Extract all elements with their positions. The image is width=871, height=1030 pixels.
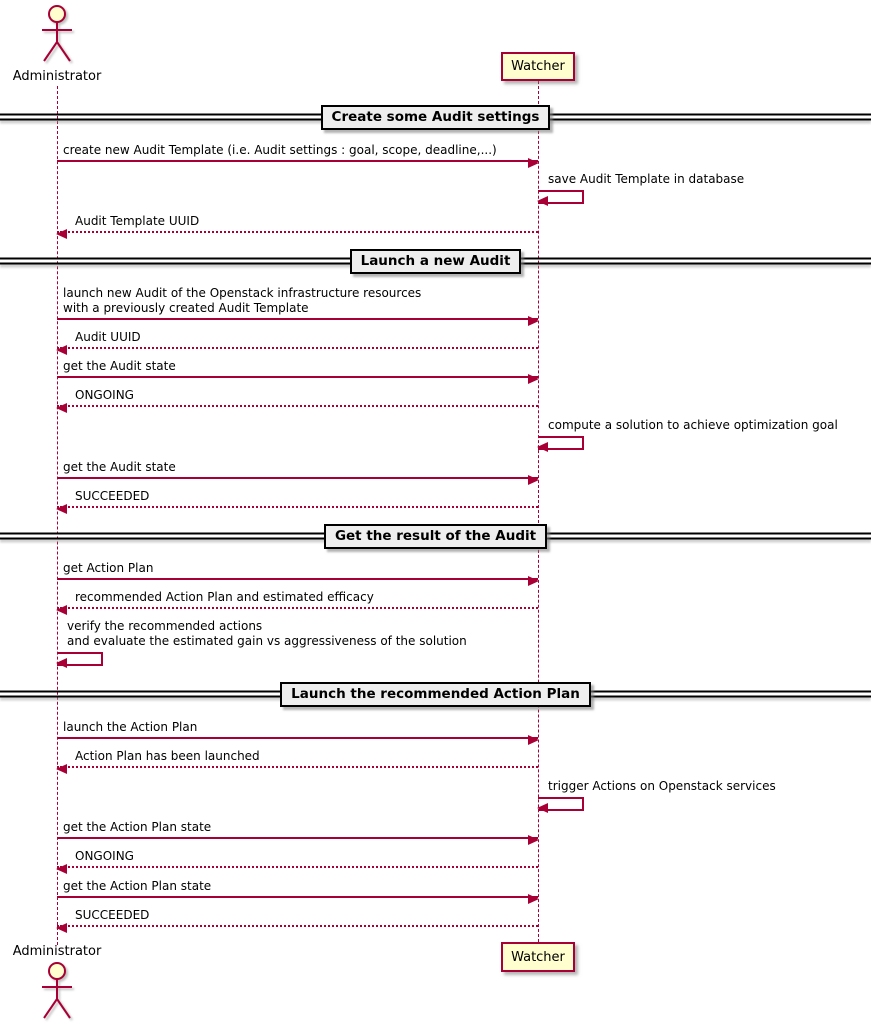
- arrowhead-left-icon: [56, 864, 67, 874]
- arrow-dashed: [57, 766, 538, 768]
- message-label: get the Action Plan state: [63, 879, 212, 893]
- message-label: get the Audit state: [63, 460, 176, 474]
- message-label: create new Audit Template (i.e. Audit settings : goal, scope, deadline,...): [63, 143, 497, 157]
- arrowhead-left-icon: [537, 442, 548, 452]
- arrowhead-right-icon: [528, 158, 539, 168]
- message-label: recommended Action Plan and estimated efficacy: [75, 590, 374, 604]
- participant-watcher-top: Watcher: [501, 52, 575, 81]
- message-label: Audit UUID: [75, 330, 141, 344]
- message-label: SUCCEEDED: [75, 489, 150, 503]
- arrowhead-left-icon: [537, 803, 548, 813]
- arrowhead-right-icon: [528, 576, 539, 586]
- message-get-audit-state-2: [57, 460, 538, 479]
- divider-label: Launch the recommended Action Plan: [280, 682, 591, 707]
- actor-administrator-top: [37, 3, 77, 69]
- message-label: get Action Plan: [63, 561, 154, 575]
- return-succeeded-1: [57, 489, 538, 508]
- arrow-solid: [57, 376, 538, 378]
- message-label: save Audit Template in database: [548, 172, 745, 186]
- return-succeeded-2: [57, 908, 538, 927]
- arrowhead-left-icon: [56, 658, 67, 668]
- arrow-dashed: [57, 231, 538, 233]
- arrow-dashed: [57, 925, 538, 927]
- divider-launch-new-audit: [0, 249, 871, 273]
- arrowhead-left-icon: [537, 196, 548, 206]
- participant-watcher-bottom: Watcher: [501, 942, 575, 972]
- divider-get-result-of-audit: [0, 524, 871, 548]
- message-get-audit-state-1: [57, 359, 538, 378]
- self-message-trigger-actions: [538, 779, 776, 811]
- self-message-verify-actions: [57, 619, 467, 666]
- return-ongoing-2: [57, 849, 538, 868]
- self-arrow: [538, 436, 584, 450]
- return-audit-template-uuid: [57, 214, 538, 233]
- stick-figure-icon: [37, 3, 77, 65]
- return-recommended-action-plan: [57, 590, 538, 609]
- arrow-solid: [57, 160, 538, 162]
- arrow-dashed: [57, 607, 538, 609]
- arrowhead-left-icon: [56, 923, 67, 933]
- message-label: ONGOING: [75, 388, 134, 402]
- divider-launch-recommended-action-plan: [0, 682, 871, 706]
- arrowhead-right-icon: [528, 735, 539, 745]
- message-label: Audit Template UUID: [75, 214, 200, 228]
- self-message-compute-solution: [538, 418, 838, 450]
- message-label: get the Audit state: [63, 359, 176, 373]
- message-label: get the Action Plan state: [63, 820, 212, 834]
- message-label-line2: with a previously created Audit Template: [63, 301, 309, 315]
- self-message-save-audit-template: [538, 172, 744, 204]
- arrowhead-right-icon: [528, 835, 539, 845]
- message-label: launch new Audit of the Openstack infrastructure resources: [63, 286, 422, 300]
- arrow-dashed: [57, 405, 538, 407]
- arrowhead-left-icon: [56, 229, 67, 239]
- arrow-solid: [57, 837, 538, 839]
- message-label: SUCCEEDED: [75, 908, 150, 922]
- arrow-dashed: [57, 347, 538, 349]
- arrow-solid: [57, 318, 538, 320]
- message-label: verify the recommended actions: [67, 619, 263, 633]
- arrowhead-left-icon: [56, 403, 67, 413]
- arrowhead-right-icon: [528, 316, 539, 326]
- arrowhead-left-icon: [56, 764, 67, 774]
- message-get-action-plan-state-2: [57, 879, 538, 898]
- self-arrow: [538, 190, 584, 204]
- divider-label: Get the result of the Audit: [324, 524, 547, 549]
- message-label: ONGOING: [75, 849, 134, 863]
- message-launch-action-plan: [57, 720, 538, 739]
- message-get-action-plan: [57, 561, 538, 580]
- arrow-solid: [57, 578, 538, 580]
- divider-label: Launch a new Audit: [350, 249, 522, 274]
- arrowhead-left-icon: [56, 345, 67, 355]
- message-label: Action Plan has been launched: [75, 749, 260, 763]
- message-launch-new-audit: [57, 286, 538, 320]
- self-arrow: [538, 797, 584, 811]
- message-label-line2: and evaluate the estimated gain vs aggressiveness of the solution: [67, 634, 467, 648]
- message-label: trigger Actions on Openstack services: [548, 779, 776, 793]
- message-label: launch the Action Plan: [63, 720, 198, 734]
- actor-administrator-top-label: Administrator: [12, 69, 102, 84]
- arrow-dashed: [57, 866, 538, 868]
- divider-create-audit-settings: [0, 105, 871, 129]
- message-label: compute a solution to achieve optimization goal: [548, 418, 838, 432]
- self-arrow: [57, 652, 103, 666]
- arrow-solid: [57, 737, 538, 739]
- arrowhead-left-icon: [56, 504, 67, 514]
- message-create-audit-template: [57, 143, 538, 162]
- actor-administrator-bottom: [37, 960, 77, 1026]
- return-action-plan-launched: [57, 749, 538, 768]
- arrow-solid: [57, 477, 538, 479]
- arrowhead-left-icon: [56, 605, 67, 615]
- arrow-dashed: [57, 506, 538, 508]
- message-get-action-plan-state-1: [57, 820, 538, 839]
- actor-administrator-bottom-label: Administrator: [12, 944, 102, 959]
- return-ongoing-1: [57, 388, 538, 407]
- arrow-solid: [57, 896, 538, 898]
- arrowhead-right-icon: [528, 894, 539, 904]
- return-audit-uuid: [57, 330, 538, 349]
- stick-figure-icon: [37, 960, 77, 1022]
- arrowhead-right-icon: [528, 475, 539, 485]
- arrowhead-right-icon: [528, 374, 539, 384]
- divider-label: Create some Audit settings: [321, 105, 551, 130]
